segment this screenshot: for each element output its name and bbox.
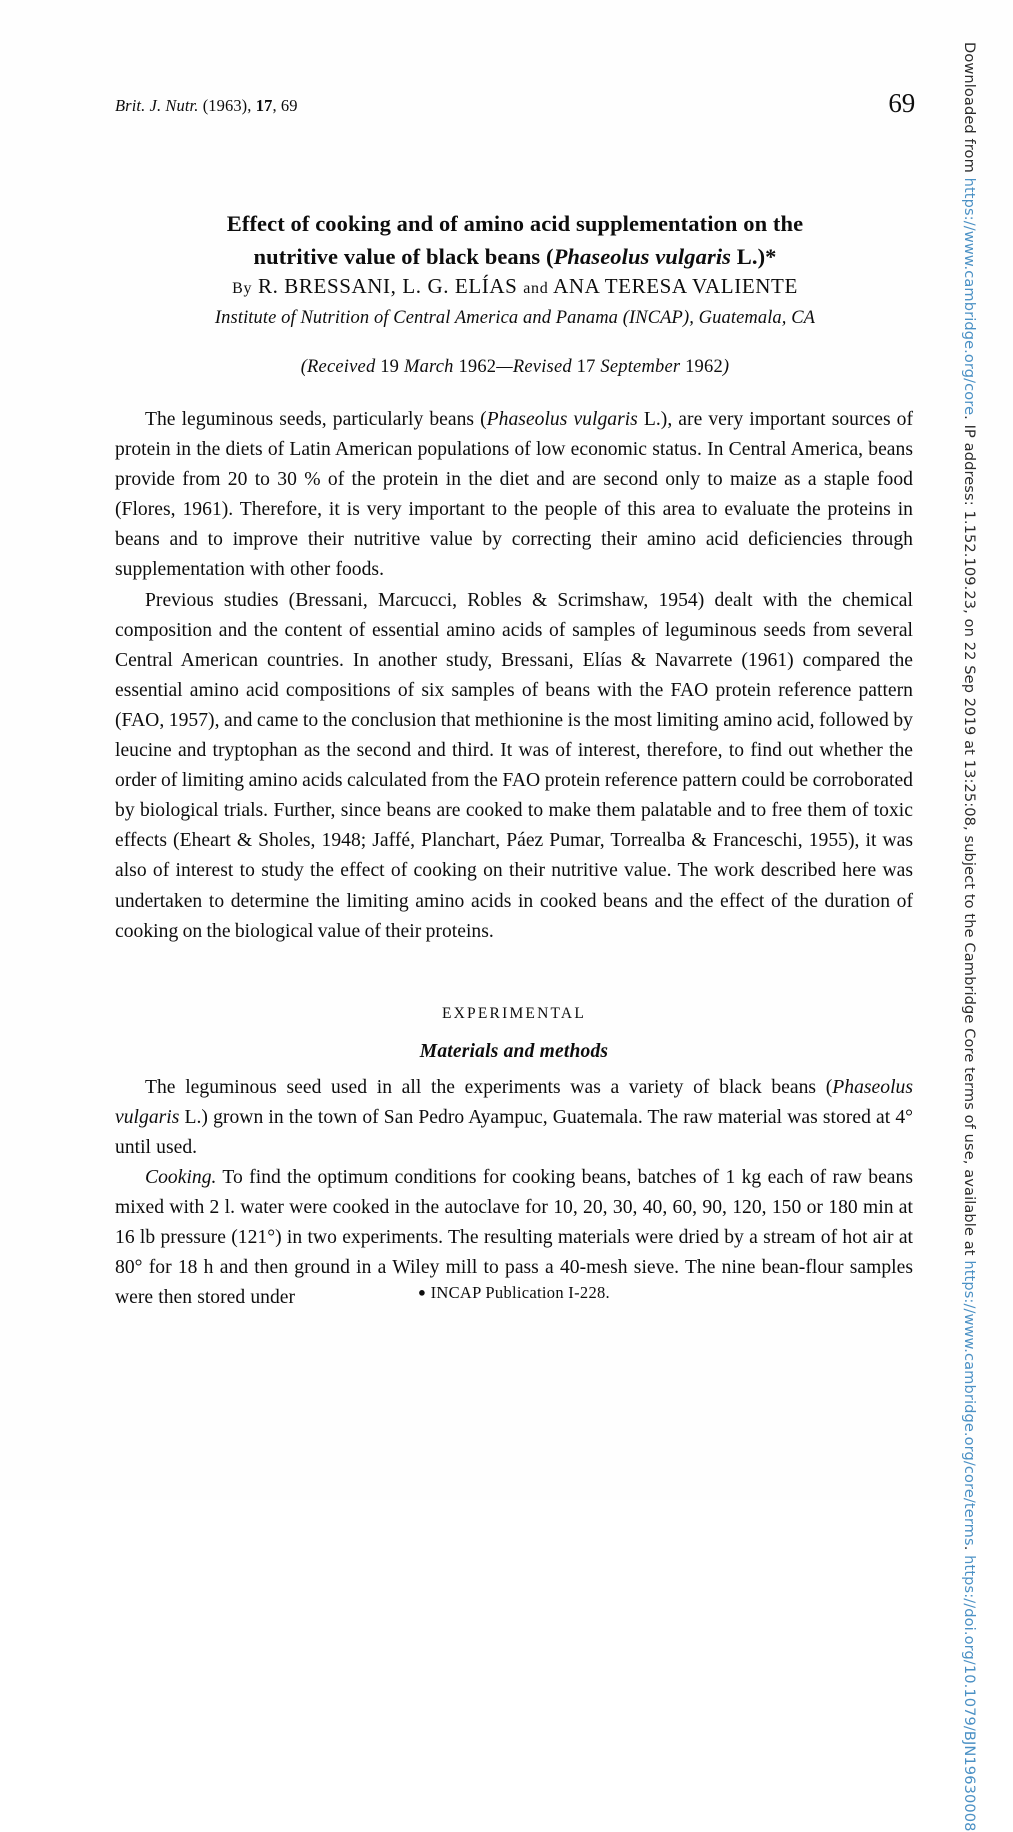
para1-suffix: L.), are very important sources of protein in the diets of Latin American populations of low economic status. In Central America, beans provide from 20 to 30 % of the protein in the diet and are second only to maize as a staple food (Flores, 1961). Therefore, it is very important to the people of this area to evaluate the proteins in beans and to improve their nutritive value by correcting their amino acid deficiencies through supplementation with other foods. bbox=[115, 409, 914, 581]
revised-label: —Revised bbox=[496, 357, 577, 377]
footnote-text: INCAP Publication I-228. bbox=[426, 1283, 610, 1302]
received-day: 19 bbox=[380, 357, 400, 377]
author-affiliation: Institute of Nutrition of Central America and Panama (INCAP), Guatemala, CA bbox=[214, 308, 816, 328]
banner-link-doi[interactable]: https://doi.org/10.1079/BJN19630008 bbox=[961, 1555, 978, 1832]
section-heading-experimental: EXPERIMENTAL bbox=[442, 1004, 586, 1022]
paragraph-previous-studies: Previous studies (Bressani, Marcucci, Robles & Scrimshaw, 1954) dealt with the chemical composition and the content of essential amino acids of samples of leguminous seeds from several Central American countries. In another study, Bressani, Elías & Navarrete (1961) compared the essential amino acid compositions of six samples of beans with the FAO protein reference pattern (FAO, 1957), and came to the conclusion that methionine is the most limiting amino acid, followed by leucine and tryptophan as the second and third. It was of interest, therefore, to find out whether the order of limiting amino acids calculated from the FAO protein reference pattern could be corroborated by biological trials. Further, since beans are cooked to make them palatable and to free them of toxic effects (Eheart & Sholes, 1948; Jaffé, Planchart, Páez Pumar, Torrealba & Franceschi, 1955), it was also of interest to study the effect of cooking on their nutritive value. The work described here was undertaken to determine the limiting amino acids in cooked beans and the effect of the duration of cooking on the biological value of their proteins. bbox=[115, 589, 913, 942]
species-name: Phaseolus vulgaris bbox=[486, 409, 638, 430]
revised-year: 1962 bbox=[685, 357, 723, 377]
banner-link-core[interactable]: https://www.cambridge.org/core bbox=[961, 177, 978, 416]
subsection-heading-materials-and-methods: Materials and methods bbox=[419, 1040, 609, 1062]
journal-volume: 17 bbox=[255, 96, 273, 115]
banner-part-2: . IP address: 1.152.109.23, on 22 Sep 2019 at 13:25:08, subject to the Cambridge Core terms of use, available at bbox=[961, 415, 978, 1261]
banner-part-1: Downloaded from bbox=[961, 42, 978, 178]
byline-and-label: and bbox=[523, 280, 549, 297]
received-year: 1962 bbox=[458, 357, 497, 377]
journal-year: (1963), bbox=[202, 96, 252, 115]
download-banner-text bbox=[961, 42, 978, 1832]
running-head bbox=[115, 88, 915, 126]
title-line-1: Effect of cooking and of amino acid supplementation on the bbox=[226, 211, 804, 237]
run-in-heading-cooking: Cooking. bbox=[145, 1166, 217, 1188]
received-suffix: ) bbox=[722, 357, 730, 377]
received-month: March bbox=[399, 357, 459, 377]
para1-prefix: The leguminous seeds, particularly beans ( bbox=[145, 409, 487, 430]
title-line-2-suffix: L.)* bbox=[731, 244, 777, 270]
footnote-bullet-icon: ● bbox=[418, 1284, 427, 1300]
para3-prefix: The leguminous seed used in all the experiments was a variety of black beans ( bbox=[145, 1076, 833, 1098]
article-body bbox=[115, 405, 913, 1313]
revised-day: 17 bbox=[576, 357, 596, 377]
article-title bbox=[120, 207, 910, 273]
species-name: Phaseolus vulgaris bbox=[115, 1076, 913, 1128]
banner-link-terms[interactable]: https://www.cambridge.org/core/terms bbox=[961, 1260, 978, 1546]
species-name: Phaseolus vulgaris bbox=[553, 244, 732, 270]
paragraph-introduction bbox=[115, 405, 913, 586]
page-number: 69 bbox=[888, 88, 915, 118]
revised-month: September bbox=[595, 357, 686, 377]
received-prefix: (Received bbox=[300, 357, 381, 377]
journal-citation bbox=[115, 96, 298, 116]
byline-by-label: By bbox=[232, 280, 253, 297]
author-names-first: R. BRESSANI, L. G. ELÍAS bbox=[258, 274, 518, 298]
download-banner bbox=[958, 0, 998, 1832]
para4-text: To find the optimum conditions for cooking beans, batches of 1 kg each of raw beans mixed with 2 l. water were cooked in the autoclave for 10, 20, 30, 40, 60, 90, 120, 150 or 180 min at 16 lb pressure (121°) in two experiments. The resulting materials were dried by a stream of hot air at 80° for 18 h and then ground in a Wiley mill to pass a 40-mesh sieve. The nine bean-flour samples were then stored under bbox=[115, 1166, 913, 1309]
author-names-second: ANA TERESA VALIENTE bbox=[553, 274, 798, 298]
journal-page: , 69 bbox=[272, 96, 298, 115]
paragraph-materials bbox=[115, 1073, 913, 1163]
footnote bbox=[115, 1283, 913, 1303]
banner-part-3: . bbox=[961, 1545, 978, 1556]
title-line-2-prefix: nutritive value of black beans ( bbox=[253, 244, 554, 270]
journal-abbreviation: Brit. J. Nutr. bbox=[115, 96, 199, 115]
para3-suffix: L.) grown in the town of San Pedro Ayampuc, Guatemala. The raw material was stored at 4° until used. bbox=[115, 1106, 913, 1158]
author-byline bbox=[120, 272, 910, 303]
received-revised-dates bbox=[120, 357, 910, 378]
